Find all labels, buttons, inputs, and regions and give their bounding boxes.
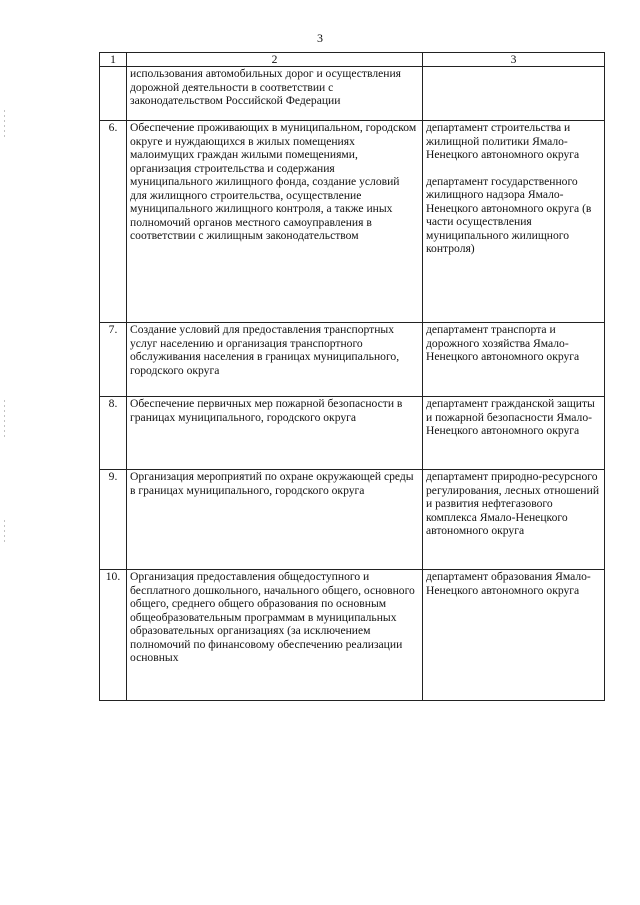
table-row xyxy=(100,470,605,570)
row-function: Обеспечение проживающих в муниципальном, городском округе и нуждающихся в жилых помещениях малоимущих граждан жилыми помещениями, организация строительства и содержания муниципального жилищного фонда, создание условий для жилищного строительства, осуществление муниципального жилищного контроля, а также иных полномочий органов местного самоуправления в соответствии с жилищным законодательством xyxy=(127,121,423,323)
row-departments xyxy=(423,470,605,570)
scan-artifact xyxy=(4,520,5,545)
row-departments xyxy=(423,323,605,397)
row-number: 10. xyxy=(100,570,127,701)
row-function: Создание условий для предоставления транспортных услуг населению и организация транспортного обслуживания населения в границах муниципального, городского округа xyxy=(127,323,423,397)
row-function: Организация мероприятий по охране окружающей среды в границах муниципального, городского округа xyxy=(127,470,423,570)
row-departments xyxy=(423,397,605,470)
department-name: департамент строительства и жилищной политики Ямало-Ненецкого автономного округа xyxy=(426,121,580,161)
table-row xyxy=(100,323,605,397)
row-number xyxy=(100,67,127,121)
table-row xyxy=(100,121,605,323)
column-header-department: 3 xyxy=(423,53,605,67)
row-function: Обеспечение первичных мер пожарной безопасности в границах муниципального, городского округа xyxy=(127,397,423,470)
row-function: использования автомобильных дорог и осуществления дорожной деятельности в соответствии с законодательством Российской Федерации xyxy=(127,67,423,121)
department-name: департамент образования Ямало-Ненецкого автономного округа xyxy=(426,570,591,597)
row-departments xyxy=(423,67,605,121)
column-header-function: 2 xyxy=(127,53,423,67)
row-departments xyxy=(423,121,605,323)
row-departments xyxy=(423,570,605,701)
row-number: 6. xyxy=(100,121,127,323)
row-number: 8. xyxy=(100,397,127,470)
powers-table xyxy=(99,52,605,701)
row-number: 9. xyxy=(100,470,127,570)
department-name: департамент природно-ресурсного регулирования, лесных отношений и развития нефтегазового комплекса Ямало-Ненецкого автономного округа xyxy=(426,470,600,537)
table-row xyxy=(100,397,605,470)
department-name: департамент государственного жилищного надзора Ямало-Ненецкого автономного округа (в части осуществления муниципального жилищного контроля) xyxy=(426,174,592,255)
scan-artifact xyxy=(4,110,5,140)
scan-artifact xyxy=(4,400,5,440)
column-header-number: 1 xyxy=(100,53,127,67)
table-row xyxy=(100,570,605,701)
row-number: 7. xyxy=(100,323,127,397)
table-row xyxy=(100,67,605,121)
department-name: департамент транспорта и дорожного хозяйства Ямало-Ненецкого автономного округа xyxy=(426,323,580,363)
row-function: Организация предоставления общедоступного и бесплатного дошкольного, начального общего, основного общего, среднего общего образования по основным общеобразовательным программам в муниципальных образовательных организациях (за исключением полномочий по финансовому обеспечению реализации основных xyxy=(127,570,423,701)
department-name: департамент гражданской защиты и пожарной безопасности Ямало-Ненецкого автономного округа xyxy=(426,397,595,437)
table-header-row xyxy=(100,53,605,67)
page-number: 3 xyxy=(317,31,323,45)
